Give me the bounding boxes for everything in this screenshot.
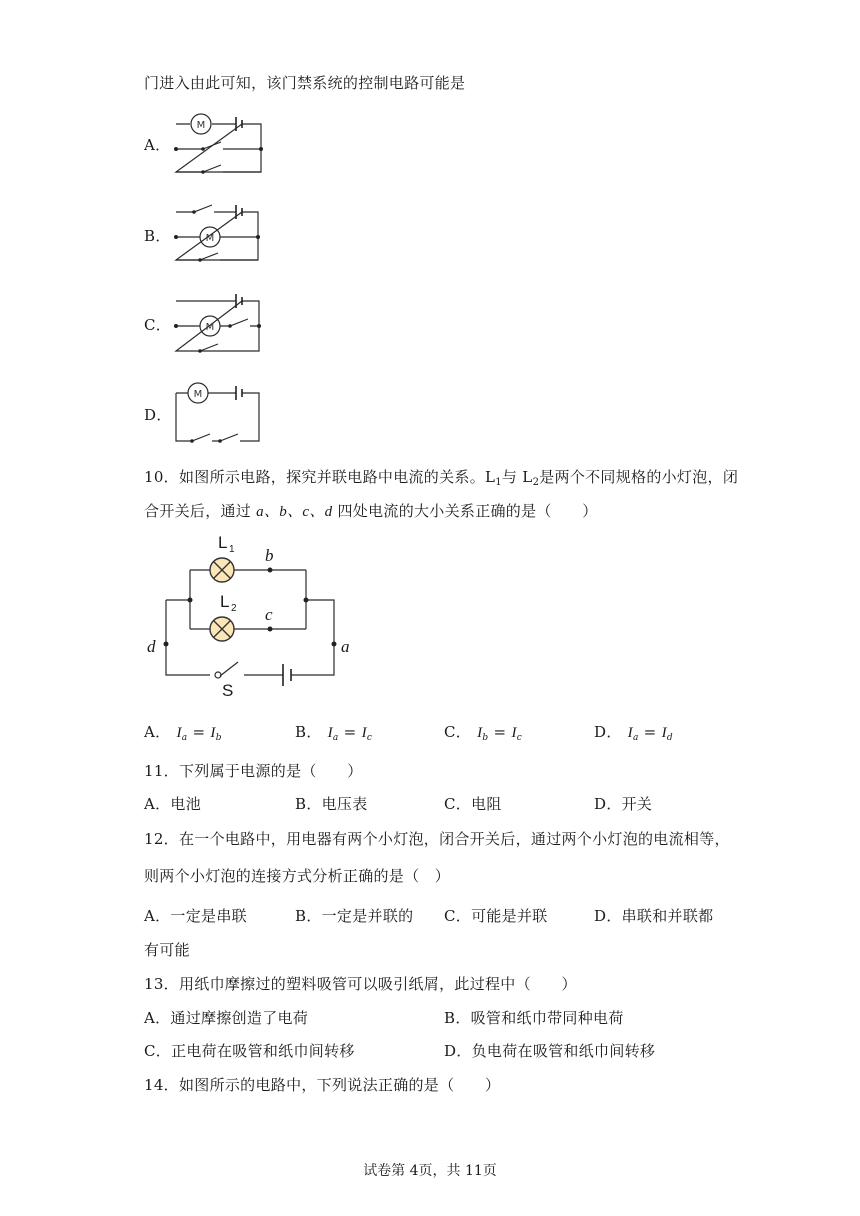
q10-option-d: D． $I_a = I_d$ [594,723,673,743]
q12-option-b: B．一定是并联的 [295,907,414,925]
q10-option-b: B． $I_a = I_c$ [295,723,373,743]
q11-option-a: A．电池 [144,795,202,813]
q12-option-a: A．一定是串联 [144,907,247,925]
q10-stem-line2: 合开关后，通过 a、b、c、d 四处电流的大小关系正确的是（ ） [144,502,598,520]
q12-option-c: C．可能是并联 [444,907,548,925]
label-d: d [147,637,156,656]
motor-label: M [205,322,215,333]
label-b: b [265,546,274,565]
q9-option-d-label: D． [144,406,172,424]
motor-label: M [196,120,206,131]
q12-stem-line1: 12．在一个电路中，用电器有两个小灯泡，闭合开关后，通过两个小灯泡的电流相等， [144,830,730,848]
q10-option-a: A． $I_a = I_b$ [144,723,222,743]
q12-stem-line2: 则两个小灯泡的连接方式分析正确的是（ ） [144,867,451,885]
label-l2-sub: 2 [231,603,237,614]
q13-option-d: D．负电荷在吸管和纸巾间转移 [444,1042,656,1060]
motor-label: M [205,233,215,244]
q12-option-d-wrap: 有可能 [144,941,190,959]
q13-option-a: A．通过摩擦创造了电荷 [144,1009,309,1027]
q11-option-c: C．电阻 [444,795,502,813]
q11-option-d: D．开关 [594,795,653,813]
q9-option-b-label: B． [144,227,171,245]
q9-option-a-label: A． [144,136,171,154]
label-l1-sub: 1 [229,544,235,555]
q10-stem-line1: 10．如图所示电路，探究并联电路中电流的关系。$L_1$与 $L_2$是两个不同规格的小灯泡，闭 [144,468,739,488]
label-a: a [341,637,350,656]
q12-option-d: D．串联和并联都 [594,907,714,925]
q10-parallel-circuit [140,530,360,700]
label-c: c [265,605,273,624]
q11-stem: 11．下列属于电源的是（ ） [144,762,363,780]
q13-option-c: C．正电荷在吸管和纸巾间转移 [144,1042,355,1060]
label-l2: L [220,592,230,611]
q9-stem-tail: 门进入由此可知，该门禁系统的控制电路可能是 [144,74,466,92]
q11-option-b: B．电压表 [295,795,368,813]
q13-option-b: B．吸管和纸巾带同种电荷 [444,1009,624,1027]
q9-option-c-circuit [170,291,270,351]
q14-stem: 14．如图所示的电路中，下列说法正确的是（ ） [144,1076,501,1094]
q9-option-c-label: C． [144,316,172,334]
q9-option-b-circuit [170,202,270,262]
label-l1: L [218,533,228,552]
q13-stem: 13．用纸巾摩擦过的塑料吸管可以吸引纸屑，此过程中（ ） [144,975,577,993]
page-footer: 试卷第 4页，共 11页 [363,1163,497,1179]
label-s: S [222,681,234,700]
q9-option-a-circuit [170,114,270,174]
q10-option-c: C． $I_b = I_c$ [444,723,523,743]
q9-option-d-circuit [170,381,270,443]
motor-label: M [193,389,203,400]
